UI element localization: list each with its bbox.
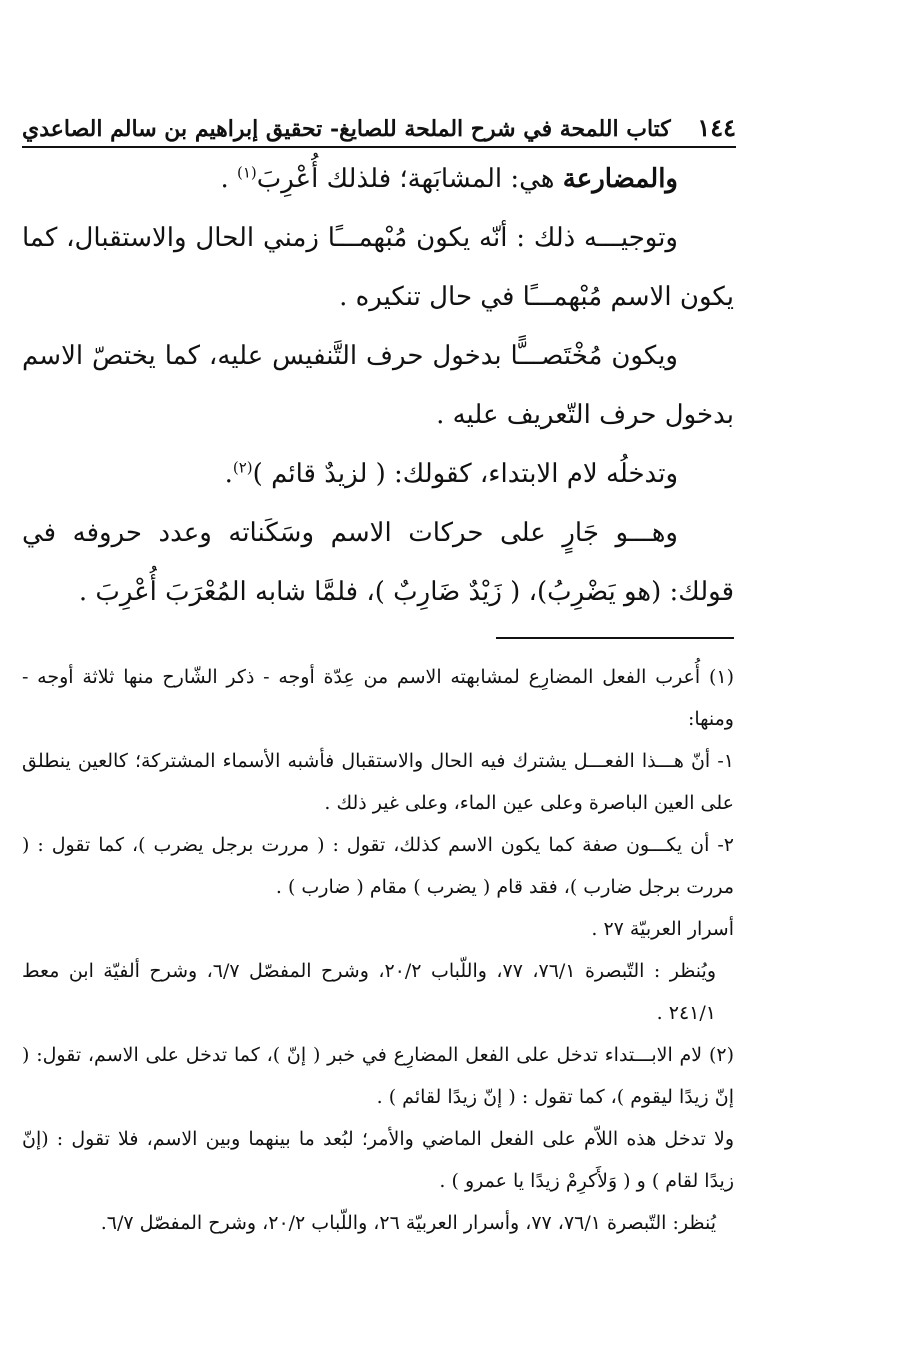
footnote-2-detail: ولا تدخل هذه اللاّم على الفعل الماضي والأمر؛ لبُعد ما بينهما وبين الاسم، فلا تقول : (إنّ زيدًا لقام ) و ( وَلأَكرِمْ زيدًا يا عمرو ) . xyxy=(22,1128,734,1192)
footnotes xyxy=(22,656,734,1244)
running-header xyxy=(22,104,736,148)
footnote-ref-1[interactable]: (١) xyxy=(237,163,257,182)
footnote-1-references: ويُنظر : التّبصرة ٧٦/١، ٧٧، واللّباب ٢٠/٢، وشرح المفصّل ٦/٧، وشرح ألفيّة ابن معط ٢٤١/١ . xyxy=(22,960,716,1024)
page-number: ١٤٤ xyxy=(697,113,736,142)
paragraph-4-end: . xyxy=(224,459,233,489)
paragraph-5: وهـــو جَارٍ على حركات الاسم وسَكَناته وعدد حروفه في قولك: (هو يَضْرِبُ)، ( زَيْدٌ ضَارِبٌ )، فلمَّا شابه المُعْرَبَ أُعْرِبَ . xyxy=(22,518,734,607)
footnote-1-point-1: ١- أنّ هـــذا الفعـــل يشترك فيه الحال والاستقبال فأشبه الأسماء المشتركة؛ كالعين ينطلق على العين الباصرة وعلى عين الماء، وعلى غير ذلك . xyxy=(22,750,734,814)
paragraph-4-text: وتدخلُه لام الابتداء، كقولك: ( لزيدٌ قائم ) xyxy=(252,459,678,489)
footnote-1-intro: (١) أُعرب الفعل المضارِع لمشابهته الاسم من عِدّة أوجه - ذكر الشّارح منها ثلاثة أوجه - ومنها: xyxy=(22,666,734,730)
paragraph-2: وتوجيـــه ذلك : أنّه يكون مُبْهمـــًا زمني الحال والاستقبال، كما يكون الاسم مُبْهمـــًا في حال تنكيره . xyxy=(22,223,734,312)
paragraph-1-text: هي: المشابَهة؛ فلذلك أُعْرِبَ xyxy=(256,164,563,194)
paragraph-3: ويكون مُخْتَصـــًّا بدخول حرف التَّنفيس عليه، كما يختصّ الاسم بدخول حرف التّعريف عليه . xyxy=(22,341,734,430)
footnote-divider xyxy=(496,637,734,639)
footnote-2-intro: (٢) لام الابـــتداء تدخل على الفعل المضارِع في خبر ( إنّ )، كما تدخل على الاسم، تقول: ( إنّ زيدًا ليقوم )، كما تقول : ( إنّ زيدًا لقائم ) . xyxy=(22,1044,734,1108)
paragraph-1-end: . xyxy=(220,164,237,194)
footnote-1-point-2: ٢- أن يكـــون صفة كما يكون الاسم كذلك، تقول : ( مررت برجل يضرب )، كما تقول : ( مررت برجل ضارب )، فقد قام ( يضرب ) مقام ( ضارب ) . xyxy=(22,834,734,898)
paragraph-1 xyxy=(22,150,734,209)
header-title: كتاب اللمحة في شرح الملحة للصايغ- تحقيق إبراهيم بن سالم الصاعدي xyxy=(22,116,671,142)
footnote-ref-2[interactable]: (٢) xyxy=(232,458,253,477)
main-text xyxy=(22,150,734,622)
paragraph-4 xyxy=(22,445,734,504)
term-mudaraah: والمضارعة xyxy=(562,164,678,194)
footnote-1-source: أسرار العربيّة ٢٧ . xyxy=(591,918,734,940)
footnote-2-references: يُنظر: التّبصرة ٧٦/١، ٧٧، وأسرار العربيّة ٢٦، واللّباب ٢٠/٢، وشرح المفصّل ٦/٧. xyxy=(100,1212,716,1234)
